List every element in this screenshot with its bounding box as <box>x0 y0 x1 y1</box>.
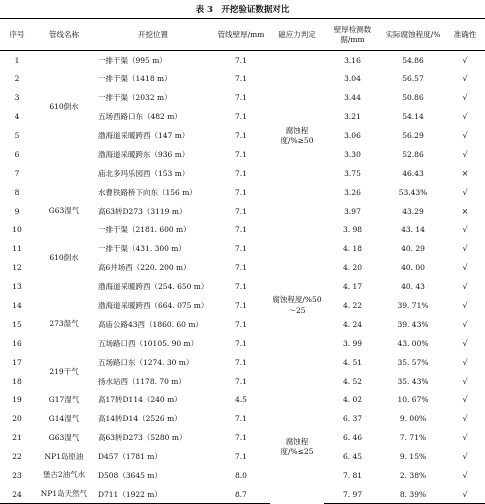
location-cell: 五场西路口东（482 m） <box>98 112 182 122</box>
accuracy-cell: √ <box>462 187 468 197</box>
pipe-name-cell: G14湿气 <box>48 413 80 423</box>
actual-cell: 43.29 <box>402 206 424 216</box>
actual-cell: 9. 15% <box>399 452 427 462</box>
location-cell: 渤海道采暖跨东（936 m） <box>98 149 190 159</box>
location-cell: 一排干渠（431. 300 m） <box>98 244 186 254</box>
accuracy-cell: √ <box>462 433 468 443</box>
thickness-cell: 7.1 <box>235 93 247 103</box>
thickness-cell: 7.1 <box>235 149 247 159</box>
location-cell: 渤海道采暖跨西（664. 075 m） <box>98 301 209 311</box>
detected-cell: 3.44 <box>344 93 361 103</box>
thickness-cell: 7.1 <box>235 357 247 367</box>
accuracy-cell: √ <box>462 357 468 367</box>
accuracy-cell: √ <box>462 471 468 481</box>
thickness-cell: 7.1 <box>235 282 247 292</box>
table-row <box>0 221 485 240</box>
detected-cell: 3. 99 <box>342 338 363 348</box>
accuracy-cell: √ <box>462 93 468 103</box>
seq-cell: 7 <box>14 168 20 178</box>
actual-cell: 2. 38% <box>399 471 427 481</box>
actual-cell: 35. 57% <box>397 357 429 367</box>
seq-cell: 2 <box>14 74 20 84</box>
location-cell: 水曹铁路桥下向东（156 m） <box>98 187 197 197</box>
accuracy-cell: √ <box>462 263 468 273</box>
pipe-name-cell: 610倒水 <box>49 102 79 112</box>
actual-cell: 43. 00% <box>397 338 429 348</box>
thickness-cell: 7.1 <box>235 225 247 235</box>
pipe-name-cell: 219干气 <box>49 366 79 376</box>
detected-cell: 3.97 <box>344 206 361 216</box>
detected-cell: 3.21 <box>344 112 361 122</box>
seq-cell: 12 <box>12 263 22 273</box>
location-cell: 高庙公路43西（1860. 60 m） <box>98 319 203 329</box>
accuracy-cell: √ <box>462 395 468 405</box>
pipe-name-cell: NP1岛天然气 <box>34 485 94 504</box>
seq-cell: 16 <box>12 338 22 348</box>
header-wall-thickness: 管线壁厚/mm <box>212 19 270 51</box>
accuracy-cell: √ <box>462 376 468 386</box>
magnetic-judgement-cell: 腐蚀程度/%50～25 <box>272 295 322 315</box>
thickness-cell: 8.7 <box>212 485 270 504</box>
location-cell: 高17转D114（240 m） <box>98 395 182 405</box>
location-cell: 一排干渠（1418 m） <box>98 74 172 84</box>
thickness-cell: 7.1 <box>235 414 247 424</box>
accuracy-cell: √ <box>462 282 468 292</box>
magnetic-judgement-cell: 腐蚀程度/%≤25 <box>280 437 314 457</box>
header-accuracy: 准确性 <box>445 19 485 51</box>
seq-cell: 21 <box>12 433 22 443</box>
pipe-name-cell: NP1岛原油 <box>44 451 84 461</box>
location-cell: 庙北多玛乐园西（153 m） <box>98 168 190 178</box>
magnetic-judgement-cell: 腐蚀程度/%≥50 <box>280 125 314 145</box>
table-row <box>0 164 485 183</box>
accuracy-cell: √ <box>462 149 468 159</box>
actual-cell: 39. 71% <box>397 301 429 311</box>
accuracy-cell: √ <box>462 112 468 122</box>
accuracy-cell: × <box>461 168 469 178</box>
thickness-cell: 7.1 <box>235 112 247 122</box>
location-cell: 五场路口东（1274. 30 m） <box>98 357 194 367</box>
table-row <box>0 391 485 410</box>
actual-cell: 54.86 <box>402 55 424 65</box>
thickness-cell: 7.1 <box>235 244 247 254</box>
thickness-cell: 7.1 <box>235 206 247 216</box>
thickness-cell: 7.1 <box>235 319 247 329</box>
actual-cell: 7. 71% <box>399 433 427 443</box>
accuracy-cell: √ <box>462 319 468 329</box>
seq-cell: 5 <box>14 131 20 140</box>
thickness-cell: 4.5 <box>235 395 247 405</box>
detected-cell: 6. 45 <box>342 452 363 462</box>
table-row <box>0 409 485 428</box>
location-cell: 高63转D273（5280 m） <box>98 433 187 443</box>
location-cell: 高14转D14（2526 m） <box>98 414 182 424</box>
actual-cell: 9. 00% <box>399 414 427 424</box>
location-cell: 一排干渠（2032 m） <box>98 93 172 103</box>
accuracy-cell: √ <box>462 225 468 235</box>
detected-cell: 4. 52 <box>342 376 363 386</box>
location-cell: 高6井场西（220. 200 m） <box>98 263 191 273</box>
actual-cell: 56.57 <box>402 74 424 84</box>
location-cell: D508（3645 m） <box>98 471 162 481</box>
detected-cell: 3.26 <box>344 187 361 197</box>
actual-cell: 53.43% <box>398 187 428 197</box>
location-cell: 一排干渠（2181. 600 m） <box>98 225 191 235</box>
header-detected-thickness: 壁厚检测数据/mm <box>324 19 381 51</box>
thickness-cell: 7.1 <box>235 55 247 65</box>
detected-cell: 4. 02 <box>342 395 363 405</box>
seq-cell: 18 <box>12 376 22 386</box>
seq-cell: 6 <box>14 149 20 159</box>
header-seq: 序号 <box>0 19 34 51</box>
location-cell: 渤海道采暖跨西（254. 650 m） <box>98 282 209 292</box>
detected-cell: 7. 97 <box>324 485 381 504</box>
thickness-cell: 7.1 <box>235 376 247 386</box>
seq-cell: 19 <box>12 395 22 405</box>
detected-cell: 4. 18 <box>342 244 363 254</box>
actual-cell: 40. 29 <box>401 244 425 254</box>
thickness-cell: 7.1 <box>235 187 247 197</box>
actual-cell: 8. 39% <box>381 485 445 504</box>
location-cell: D457（1781 m） <box>98 452 162 462</box>
pipe-name-cell: 堡古2油气水 <box>42 470 86 480</box>
seq-cell: 13 <box>12 282 22 292</box>
actual-cell: 50.86 <box>402 93 424 103</box>
pipe-name-cell-empty <box>34 164 94 202</box>
seq-cell: 23 <box>12 471 22 481</box>
accuracy-cell: √ <box>462 338 468 348</box>
accuracy-cell: √ <box>462 414 468 424</box>
actual-cell: 35. 43% <box>397 376 429 386</box>
pipe-name-cell: 610倒水 <box>49 253 79 263</box>
location-cell: D711（1922 m） <box>94 485 212 504</box>
header-row <box>0 19 485 51</box>
accuracy-cell: √ <box>462 55 468 65</box>
table-row <box>0 353 485 372</box>
seq-cell: 11 <box>12 244 22 254</box>
seq-cell: 20 <box>12 414 22 424</box>
detected-cell: 4. 17 <box>342 282 363 292</box>
table-row <box>0 202 485 221</box>
table-row <box>0 466 485 485</box>
location-cell: 五场路口西（10105. 90 m） <box>98 338 199 348</box>
accuracy-cell: √ <box>445 485 485 504</box>
detected-cell: 3. 98 <box>342 225 363 235</box>
pipe-name-cell: G63湿气 <box>48 432 80 442</box>
thickness-cell: 7.1 <box>235 452 247 462</box>
accuracy-cell: √ <box>462 452 468 462</box>
thickness-cell: 7.1 <box>235 74 247 84</box>
detected-cell: 3.16 <box>344 55 361 65</box>
actual-cell: 46.43 <box>402 168 424 178</box>
table-row <box>0 296 485 315</box>
seq-cell: 4 <box>14 112 20 122</box>
detected-cell: 6. 46 <box>342 433 363 443</box>
actual-cell: 43. 14 <box>401 225 425 235</box>
detected-cell: 4. 51 <box>342 357 363 367</box>
detected-cell: 4. 22 <box>342 301 363 311</box>
thickness-cell: 7.1 <box>235 263 247 273</box>
detected-cell: 4. 20 <box>342 263 363 273</box>
thickness-cell: 7.1 <box>235 168 247 178</box>
actual-cell: 54.14 <box>402 112 424 122</box>
detected-cell: 6. 37 <box>342 414 363 424</box>
accuracy-cell: √ <box>462 244 468 254</box>
detected-cell: 3.06 <box>344 131 361 140</box>
actual-cell: 39. 43% <box>397 319 429 329</box>
location-cell: 扬水站西（1178. 70 m） <box>98 376 186 386</box>
table-row <box>0 51 485 70</box>
seq-cell: 3 <box>14 93 20 103</box>
seq-cell: 1 <box>14 55 20 65</box>
header-location: 开挖位置 <box>94 19 212 51</box>
table-row <box>0 485 485 504</box>
actual-cell: 52.86 <box>402 149 424 159</box>
table-row <box>0 428 485 447</box>
location-cell: 高63转D273（3119 m） <box>98 206 187 216</box>
accuracy-cell: × <box>461 206 469 216</box>
accuracy-cell: √ <box>462 301 468 311</box>
thickness-cell: 7.1 <box>235 131 247 140</box>
thickness-cell: 7.1 <box>235 301 247 311</box>
pipe-name-cell: G17湿气 <box>48 394 80 404</box>
pipe-name-cell: G63湿气 <box>48 206 80 215</box>
seq-cell: 17 <box>12 357 22 367</box>
seq-cell: 8 <box>14 187 20 197</box>
actual-cell: 40. 00 <box>401 263 425 273</box>
detected-cell: 7. 81 <box>342 471 363 481</box>
actual-cell: 40. 43 <box>401 282 425 292</box>
header-actual-corrosion: 实际腐蚀程度/% <box>381 19 445 51</box>
detected-cell: 3.30 <box>344 149 361 159</box>
thickness-cell: 7.1 <box>235 433 247 443</box>
seq-cell: 9 <box>14 206 20 216</box>
excavation-verification-table <box>0 18 485 504</box>
location-cell: 一排干渠（995 m） <box>98 55 167 65</box>
detected-cell: 3.04 <box>344 74 361 84</box>
accuracy-cell: √ <box>462 131 468 140</box>
seq-cell: 24 <box>0 485 34 504</box>
seq-cell: 22 <box>12 452 22 462</box>
pipe-name-cell: 273湿气 <box>49 319 79 329</box>
actual-cell: 10. 67% <box>397 395 429 405</box>
actual-cell: 56.29 <box>402 131 424 140</box>
table-caption: 表 3 开挖验证数据对比 <box>195 5 290 15</box>
table-row <box>0 447 485 466</box>
detected-cell: 4. 24 <box>342 319 363 329</box>
location-cell: 渤海道采暖跨西（147 m） <box>98 131 190 140</box>
seq-cell: 14 <box>12 301 22 311</box>
header-magnetic-judgement: 磁应力判定 <box>270 19 324 51</box>
header-pipe-name: 管线名称 <box>34 19 94 51</box>
thickness-cell: 7.1 <box>235 338 247 348</box>
accuracy-cell: √ <box>462 74 468 84</box>
detected-cell: 3.75 <box>344 168 361 178</box>
seq-cell: 10 <box>12 225 22 235</box>
seq-cell: 15 <box>12 319 22 329</box>
thickness-cell: 8.0 <box>235 471 247 481</box>
